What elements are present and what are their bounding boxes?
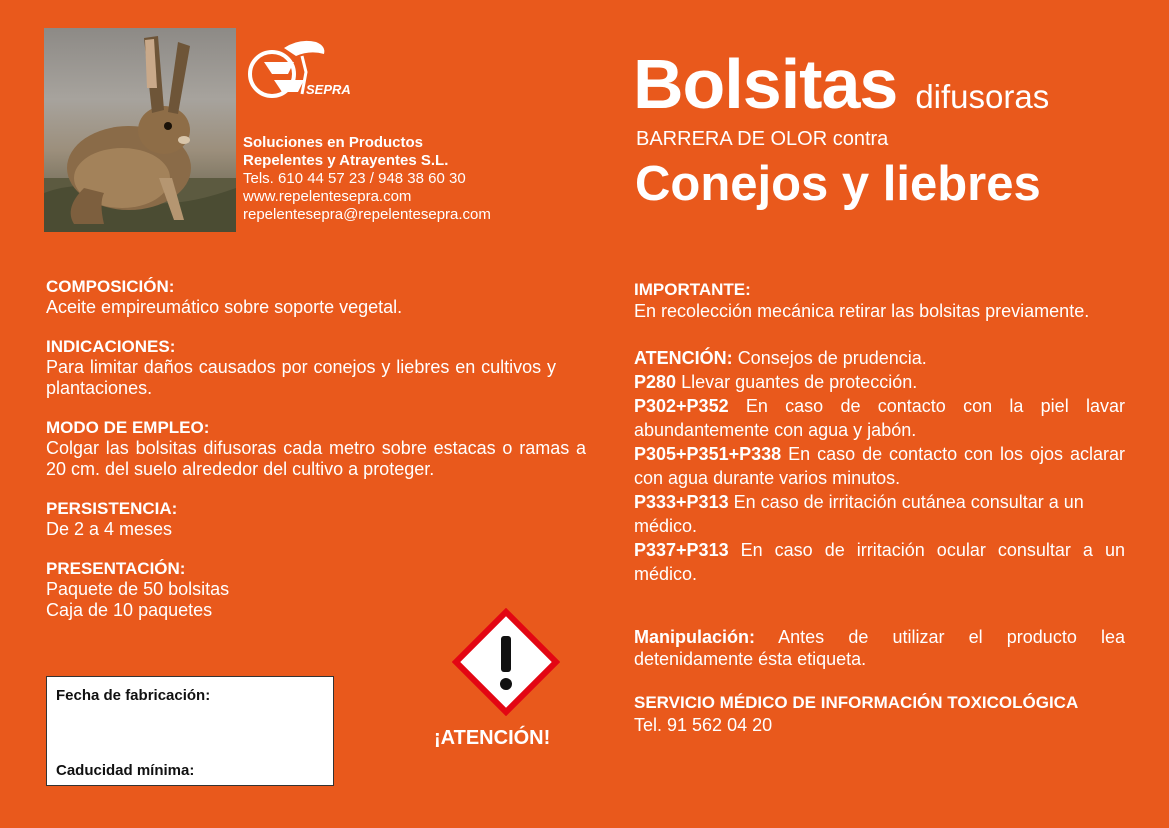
statement-code: P280: [634, 372, 677, 392]
company-website[interactable]: www.repelentesepra.com: [243, 188, 412, 205]
right-column: [634, 280, 1125, 736]
statement-4: [634, 538, 1125, 586]
servicio-heading: SERVICIO MÉDICO DE INFORMACIÓN TOXICOLÓGICA: [634, 693, 1079, 712]
composicion-heading: COMPOSICIÓN:: [46, 277, 175, 296]
atencion-heading: ATENCIÓN:: [634, 348, 733, 368]
sepra-logo: [244, 32, 351, 112]
composicion-section: [46, 276, 556, 318]
importante-heading: IMPORTANTE:: [634, 280, 751, 299]
composicion-text: Aceite empireumático sobre soporte vegetal.: [46, 297, 403, 317]
modo-empleo-section: [46, 417, 586, 480]
persistencia-section: [46, 498, 556, 540]
hazard-label: ¡ATENCIÓN!: [434, 727, 551, 749]
company-name-line1: Soluciones en Productos: [243, 134, 424, 151]
hare-photo: [44, 28, 236, 232]
title-suffix: difusoras: [915, 78, 1050, 115]
atencion-text: Consejos de prudencia.: [737, 348, 927, 368]
company-email[interactable]: repelentesepra@repelentesepra.com: [243, 206, 491, 223]
indicaciones-section: [46, 336, 556, 399]
product-target: Conejos y liebres: [635, 157, 1041, 211]
servicio-tel: Tel. 91 562 04 20: [634, 715, 773, 735]
product-title: [633, 44, 1049, 124]
manipulacion-text: Antes de utilizar el producto lea detenidamente ésta etiqueta.: [634, 627, 1125, 669]
statement-code: P305+P351+P338: [634, 444, 782, 464]
statement-text: En caso de irritación cutánea consultar a un médico.: [634, 492, 1084, 536]
persistencia-heading: PERSISTENCIA:: [46, 499, 178, 518]
statement-text: En caso de contacto con los ojos aclarar con agua durante varios minutos.: [634, 444, 1125, 488]
caducidad-label: Caducidad mínima:: [56, 762, 195, 779]
hazard-pictogram: [452, 608, 560, 716]
title-main: Bolsitas: [633, 45, 898, 123]
statement-3: [634, 490, 1104, 538]
company-info: [243, 134, 491, 224]
statement-0: [634, 370, 1125, 394]
statement-2: [634, 442, 1125, 490]
statement-code: P333+P313: [634, 492, 729, 512]
persistencia-text: De 2 a 4 meses: [46, 519, 173, 539]
fabricacion-label: Fecha de fabricación:: [56, 687, 211, 704]
indicaciones-heading: INDICACIONES:: [46, 337, 176, 356]
date-box: [46, 676, 334, 786]
company-phones: Tels. 610 44 57 23 / 948 38 60 30: [243, 170, 466, 187]
statement-1: [634, 394, 1125, 442]
statement-code: P337+P313: [634, 540, 729, 560]
atencion-section: [634, 346, 1125, 586]
exclamation-hazard-icon: [452, 608, 560, 716]
statement-code: P302+P352: [634, 396, 729, 416]
modo-empleo-text: Colgar las bolsitas difusoras cada metro sobre estacas o ramas a 20 cm. del suelo alrededor del cultivo a proteger.: [46, 438, 586, 479]
indicaciones-text: Para limitar daños causados por conejos y liebres en cultivos y plantaciones.: [46, 357, 556, 398]
product-subtitle: BARRERA DE OLOR contra: [636, 128, 889, 150]
manipulacion-heading: Manipulación:: [634, 627, 755, 647]
statement-text: En caso de irritación ocular consultar a un médico.: [634, 540, 1125, 584]
importante-text: En recolección mecánica retirar las bolsitas previamente.: [634, 301, 1090, 321]
presentacion-heading: PRESENTACIÓN:: [46, 559, 186, 578]
statement-text: En caso de contacto con la piel lavar abundantemente con agua y jabón.: [634, 396, 1125, 440]
modo-empleo-heading: MODO DE EMPLEO:: [46, 418, 210, 437]
company-name-line2: Repelentes y Atrayentes S.L.: [243, 152, 449, 169]
statement-text: Llevar guantes de protección.: [681, 372, 918, 392]
presentacion-line1: Paquete de 50 bolsitas: [46, 579, 230, 599]
manipulacion-section: [634, 626, 1125, 670]
hare-illustration-icon: [44, 28, 236, 232]
importante-section: [634, 280, 1125, 322]
servicio-section: [634, 692, 1125, 736]
logo-text: SEPRA: [306, 82, 351, 97]
sepra-logo-icon: [244, 32, 344, 112]
presentacion-line2: Caja de 10 paquetes: [46, 600, 213, 620]
left-column: [46, 276, 586, 639]
